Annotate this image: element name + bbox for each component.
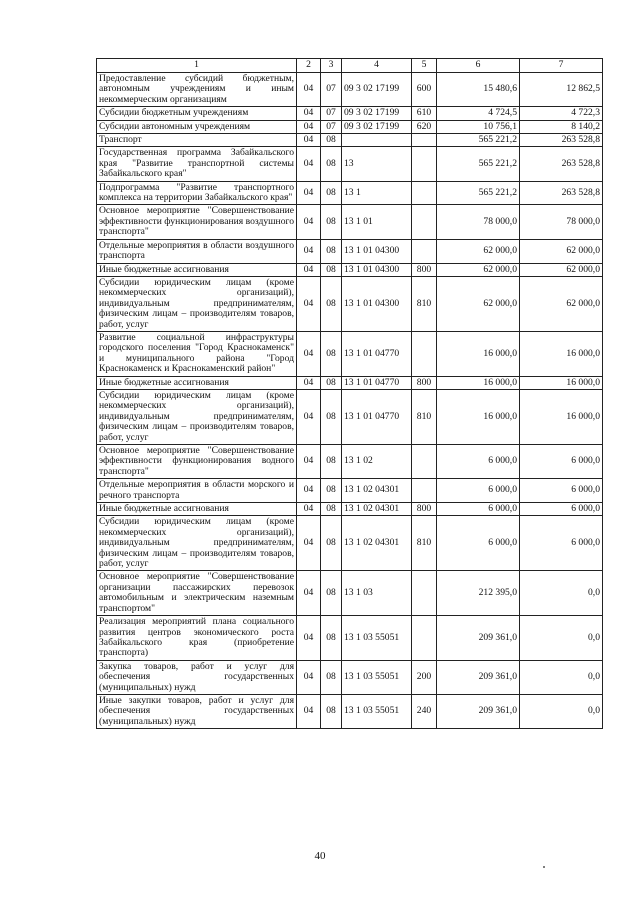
cell-target-article: 13 1 02 04301 [342,503,412,516]
cell-amount-2: 0,0 [520,660,603,694]
page-number: 40 [314,850,326,862]
table-row [97,660,603,694]
cell-amount-1: 212 395,0 [437,571,520,616]
cell-subsection: 08 [321,205,342,239]
cell-section: 04 [297,205,321,239]
table-row [97,73,603,107]
cell-expense-type: 610 [412,107,437,120]
cell-section: 04 [297,571,321,616]
cell-name: Предоставление субсидий бюджетным, автономным учреждениям и иным некоммерческим организациям [97,73,297,107]
cell-name: Государственная программа Забайкальского края "Развитие транспортной системы Забайкальского края" [97,147,297,181]
cell-subsection: 08 [321,389,342,444]
cell-section: 04 [297,389,321,444]
header-col-2: 2 [297,59,321,73]
table-row [97,694,603,728]
cell-name: Иные бюджетные ассигнования [97,503,297,516]
cell-subsection: 08 [321,263,342,276]
table-row [97,376,603,389]
cell-amount-1: 16 000,0 [437,389,520,444]
cell-amount-1: 6 000,0 [437,479,520,503]
cell-amount-1: 78 000,0 [437,205,520,239]
cell-amount-2: 0,0 [520,694,603,728]
cell-amount-1: 62 000,0 [437,239,520,263]
header-col-4: 4 [342,59,412,73]
table-header [97,59,603,73]
cell-expense-type: 810 [412,276,437,331]
cell-target-article: 13 1 01 04770 [342,389,412,444]
table-row [97,479,603,503]
cell-subsection: 08 [321,376,342,389]
cell-amount-2: 6 000,0 [520,479,603,503]
cell-name: Основное мероприятие "Совершенствование эффективности функционирования водного транспорта" [97,445,297,479]
cell-amount-1: 209 361,0 [437,660,520,694]
cell-section: 04 [297,107,321,120]
cell-target-article: 09 3 02 17199 [342,107,412,120]
cell-amount-1: 62 000,0 [437,263,520,276]
cell-amount-1: 6 000,0 [437,445,520,479]
cell-name: Отдельные мероприятия в области морского и речного транспорта [97,479,297,503]
table-body [97,73,603,729]
cell-expense-type [412,331,437,376]
cell-amount-2: 263 528,8 [520,181,603,205]
cell-subsection: 07 [321,73,342,107]
cell-amount-2: 0,0 [520,616,603,661]
table-row [97,134,603,147]
table-row [97,571,603,616]
cell-name: Транспорт [97,134,297,147]
cell-target-article: 13 1 01 04300 [342,263,412,276]
cell-section: 04 [297,331,321,376]
cell-amount-1: 62 000,0 [437,276,520,331]
budget-table [96,58,603,729]
cell-expense-type [412,616,437,661]
cell-subsection: 08 [321,181,342,205]
cell-target-article: 09 3 02 17199 [342,73,412,107]
header-col-3: 3 [321,59,342,73]
cell-amount-1: 209 361,0 [437,616,520,661]
cell-amount-1: 4 724,5 [437,107,520,120]
cell-target-article: 13 1 01 04300 [342,276,412,331]
cell-name: Субсидии юридическим лицам (кроме некоммерческих организаций), индивидуальным предпринимателям, физическим лицам – производителям товаров, работ, услуг [97,276,297,331]
cell-name: Развитие социальной инфраструктуры городского поселения "Город Краснокаменск" и муниципального района "Город Краснокаменск и Краснокаменский район" [97,331,297,376]
cell-name: Реализация мероприятий плана социального развития центров экономического роста Забайкальского края (приобретение транспорта) [97,616,297,661]
cell-name: Субсидии автономным учреждениям [97,120,297,133]
cell-expense-type: 800 [412,263,437,276]
cell-expense-type: 240 [412,694,437,728]
cell-amount-2: 62 000,0 [520,263,603,276]
header-col-7: 7 [520,59,603,73]
cell-section: 04 [297,120,321,133]
cell-subsection: 08 [321,134,342,147]
cell-amount-1: 565 221,2 [437,147,520,181]
cell-expense-type: 200 [412,660,437,694]
cell-subsection: 07 [321,107,342,120]
cell-target-article: 09 3 02 17199 [342,120,412,133]
cell-subsection: 08 [321,479,342,503]
cell-subsection: 08 [321,239,342,263]
cell-subsection: 08 [321,445,342,479]
cell-subsection: 08 [321,331,342,376]
cell-amount-2: 4 722,3 [520,107,603,120]
cell-name: Основное мероприятие "Совершенствование организации пассажирских перевозок автомобильным и электрическим наземным транспортом" [97,571,297,616]
cell-section: 04 [297,376,321,389]
cell-target-article: 13 1 02 04301 [342,479,412,503]
table-row [97,107,603,120]
cell-amount-2: 16 000,0 [520,331,603,376]
cell-name: Отдельные мероприятия в области воздушного транспорта [97,239,297,263]
cell-amount-1: 16 000,0 [437,331,520,376]
cell-expense-type: 800 [412,503,437,516]
table-row [97,239,603,263]
table-row [97,331,603,376]
cell-expense-type [412,147,437,181]
cell-expense-type: 810 [412,389,437,444]
cell-name: Иные бюджетные ассигнования [97,263,297,276]
cell-target-article: 13 [342,147,412,181]
cell-target-article [342,134,412,147]
cell-target-article: 13 1 01 [342,205,412,239]
cell-section: 04 [297,660,321,694]
cell-target-article: 13 1 03 55051 [342,694,412,728]
cell-amount-1: 15 480,6 [437,73,520,107]
cell-target-article: 13 1 01 04770 [342,331,412,376]
cell-subsection: 08 [321,147,342,181]
cell-expense-type [412,445,437,479]
cell-subsection: 07 [321,120,342,133]
cell-target-article: 13 1 03 55051 [342,616,412,661]
cell-subsection: 08 [321,503,342,516]
cell-amount-1: 10 756,1 [437,120,520,133]
header-row [97,59,603,73]
cell-section: 04 [297,503,321,516]
cell-amount-2: 263 528,8 [520,147,603,181]
cell-target-article: 13 1 01 04770 [342,376,412,389]
cell-amount-2: 62 000,0 [520,276,603,331]
cell-subsection: 08 [321,616,342,661]
cell-amount-2: 6 000,0 [520,445,603,479]
cell-expense-type [412,134,437,147]
table-row [97,120,603,133]
cell-amount-1: 16 000,0 [437,376,520,389]
cell-expense-type: 800 [412,376,437,389]
cell-amount-1: 565 221,2 [437,181,520,205]
table-row [97,616,603,661]
cell-subsection: 08 [321,660,342,694]
cell-amount-2: 8 140,2 [520,120,603,133]
cell-amount-2: 16 000,0 [520,376,603,389]
cell-target-article: 13 1 01 04300 [342,239,412,263]
cell-section: 04 [297,479,321,503]
cell-expense-type [412,181,437,205]
cell-name: Субсидии бюджетным учреждениям [97,107,297,120]
cell-section: 04 [297,181,321,205]
cell-target-article: 13 1 03 55051 [342,660,412,694]
cell-expense-type: 620 [412,120,437,133]
header-col-5: 5 [412,59,437,73]
table-row [97,276,603,331]
cell-name: Субсидии юридическим лицам (кроме некоммерческих организаций), индивидуальным предпринимателям, физическим лицам – производителям товаров, работ, услуг [97,516,297,571]
cell-amount-2: 16 000,0 [520,389,603,444]
cell-section: 04 [297,276,321,331]
cell-target-article: 13 1 02 [342,445,412,479]
cell-subsection: 08 [321,694,342,728]
cell-section: 04 [297,147,321,181]
cell-target-article: 13 1 03 [342,571,412,616]
cell-name: Иные бюджетные ассигнования [97,376,297,389]
cell-amount-1: 209 361,0 [437,694,520,728]
cell-expense-type [412,239,437,263]
cell-amount-2: 6 000,0 [520,503,603,516]
table-row [97,389,603,444]
cell-section: 04 [297,134,321,147]
cell-amount-2: 0,0 [520,571,603,616]
cell-name: Субсидии юридическим лицам (кроме некоммерческих организаций), индивидуальным предпринимателям, физическим лицам – производителям товаров, работ, услуг [97,389,297,444]
cell-subsection: 08 [321,276,342,331]
cell-expense-type [412,205,437,239]
cell-section: 04 [297,516,321,571]
cell-amount-2: 263 528,8 [520,134,603,147]
cell-amount-2: 62 000,0 [520,239,603,263]
table-row [97,445,603,479]
cell-name: Закупка товаров, работ и услуг для обеспечения государственных (муниципальных) нужд [97,660,297,694]
cell-expense-type [412,571,437,616]
cell-name: Основное мероприятие "Совершенствование эффективности функционирования воздушного транспорта" [97,205,297,239]
table-row [97,263,603,276]
cell-expense-type: 810 [412,516,437,571]
table-row [97,181,603,205]
cell-section: 04 [297,694,321,728]
cell-section: 04 [297,445,321,479]
table-row [97,147,603,181]
cell-amount-2: 12 862,5 [520,73,603,107]
table-row [97,205,603,239]
cell-target-article: 13 1 02 04301 [342,516,412,571]
cell-target-article: 13 1 [342,181,412,205]
table-row [97,516,603,571]
scan-artifact-dot [543,866,545,868]
cell-expense-type: 600 [412,73,437,107]
cell-section: 04 [297,263,321,276]
cell-amount-1: 565 221,2 [437,134,520,147]
cell-expense-type [412,479,437,503]
table-row [97,503,603,516]
cell-subsection: 08 [321,516,342,571]
cell-name: Иные закупки товаров, работ и услуг для обеспечения государственных (муниципальных) нужд [97,694,297,728]
cell-section: 04 [297,239,321,263]
cell-amount-1: 6 000,0 [437,503,520,516]
cell-amount-1: 6 000,0 [437,516,520,571]
cell-section: 04 [297,73,321,107]
cell-amount-2: 6 000,0 [520,516,603,571]
header-col-6: 6 [437,59,520,73]
cell-subsection: 08 [321,571,342,616]
cell-section: 04 [297,616,321,661]
header-col-1: 1 [97,59,297,73]
cell-name: Подпрограмма "Развитие транспортного комплекса на территории Забайкальского края" [97,181,297,205]
cell-amount-2: 78 000,0 [520,205,603,239]
